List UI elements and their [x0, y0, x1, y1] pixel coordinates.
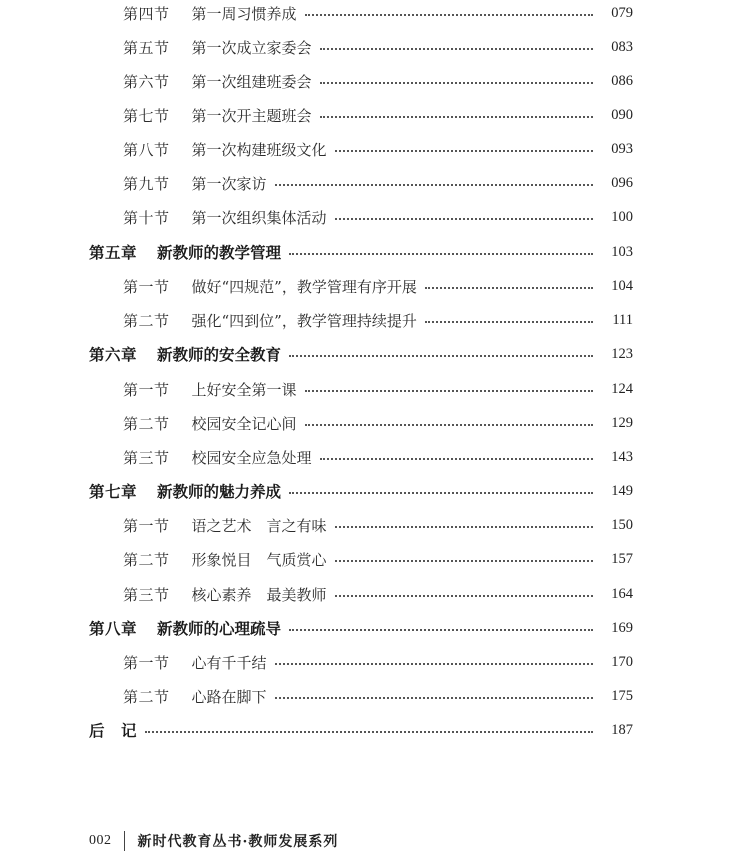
page-number: 100	[611, 208, 633, 225]
page-number: 096	[611, 174, 633, 191]
section-number: 第五节	[123, 38, 170, 57]
toc-row-chapter[interactable]	[0, 479, 750, 503]
chapter-title: 新教师的魅力养成	[157, 482, 282, 501]
toc-row[interactable]	[0, 650, 750, 674]
toc-entry	[89, 240, 599, 264]
dot-leader	[320, 47, 593, 50]
toc-entry	[123, 411, 599, 435]
page-number: 164	[611, 585, 633, 602]
section-number: 第三节	[123, 448, 170, 467]
toc-row[interactable]	[0, 205, 750, 229]
toc-entry	[123, 171, 599, 195]
dot-leader	[320, 457, 593, 460]
toc-entry	[123, 445, 599, 469]
chapter-title: 新教师的安全教育	[157, 345, 282, 364]
toc-entry	[123, 308, 599, 332]
section-number: 第七节	[123, 106, 170, 125]
section-number: 第六节	[123, 72, 170, 91]
section-number: 第九节	[123, 174, 170, 193]
toc-entry	[89, 342, 599, 366]
toc-row-chapter[interactable]	[0, 342, 750, 366]
section-title: 核心素养 最美教师	[191, 585, 327, 604]
dot-leader	[289, 354, 593, 357]
section-title: 第一次家访	[191, 174, 267, 193]
toc-entry	[123, 274, 599, 298]
toc-row[interactable]	[0, 445, 750, 469]
toc-entry	[123, 1, 599, 25]
section-number: 第八节	[123, 140, 170, 159]
section-title: 校园安全记心间	[191, 414, 297, 433]
dot-leader	[305, 423, 593, 426]
section-title: 强化“四到位”，教学管理持续提升	[191, 311, 417, 330]
dot-leader	[289, 628, 593, 631]
section-number: 第一节	[123, 277, 170, 296]
section-title: 语之艺术 言之有味	[191, 516, 327, 535]
page-number: 111	[612, 311, 633, 328]
toc-row[interactable]	[0, 513, 750, 537]
page-number: 079	[611, 4, 633, 21]
toc-row[interactable]	[0, 137, 750, 161]
chapter-number: 第八章	[89, 619, 138, 638]
page-number: 090	[611, 106, 633, 123]
toc-entry	[89, 479, 599, 503]
section-number: 第二节	[123, 550, 170, 569]
toc-entry	[123, 547, 599, 571]
section-number: 第四节	[123, 4, 170, 23]
section-number: 第一节	[123, 516, 170, 535]
section-title: 校园安全应急处理	[191, 448, 312, 467]
section-number: 第二节	[123, 414, 170, 433]
dot-leader	[335, 525, 593, 528]
page-number: 157	[611, 550, 633, 567]
dot-leader	[425, 320, 593, 323]
page-number: 187	[611, 721, 633, 738]
section-number: 第三节	[123, 585, 170, 604]
toc-row[interactable]	[0, 274, 750, 298]
page-number: 175	[611, 687, 633, 704]
toc-entry	[123, 650, 599, 674]
page-number: 083	[611, 38, 633, 55]
section-title: 上好安全第一课	[191, 380, 297, 399]
postscript-label: 后 记	[89, 721, 138, 740]
toc-row[interactable]	[0, 103, 750, 127]
toc-row[interactable]	[0, 582, 750, 606]
page-number: 169	[611, 619, 633, 636]
dot-leader	[425, 286, 593, 289]
toc-row[interactable]	[0, 171, 750, 195]
section-title: 第一次构建班级文化	[191, 140, 327, 159]
toc-row[interactable]	[0, 308, 750, 332]
page-number: 143	[611, 448, 633, 465]
section-number: 第一节	[123, 653, 170, 672]
chapter-number: 第五章	[89, 243, 138, 262]
section-title: 做好“四规范”，教学管理有序开展	[191, 277, 417, 296]
chapter-number: 第六章	[89, 345, 138, 364]
series-title: 新时代教育丛书·教师发展系列	[137, 834, 339, 850]
page-number: 123	[611, 345, 633, 362]
dot-leader	[145, 730, 593, 733]
dot-leader	[320, 115, 593, 118]
dot-leader	[335, 594, 593, 597]
toc-row-chapter[interactable]	[0, 240, 750, 264]
toc-row[interactable]	[0, 377, 750, 401]
section-title: 心有千千结	[191, 653, 267, 672]
folio-page-number: 002	[89, 833, 112, 848]
dot-leader	[275, 696, 593, 699]
section-title: 第一次组织集体活动	[191, 208, 327, 227]
section-number: 第二节	[123, 311, 170, 330]
section-number: 第十节	[123, 208, 170, 227]
section-title: 第一次组建班委会	[191, 72, 312, 91]
dot-leader	[289, 491, 593, 494]
toc-entry	[123, 137, 599, 161]
section-number: 第一节	[123, 380, 170, 399]
section-title: 第一次开主题班会	[191, 106, 312, 125]
dot-leader	[305, 389, 593, 392]
dot-leader	[275, 183, 593, 186]
toc-row[interactable]	[0, 69, 750, 93]
chapter-title: 新教师的教学管理	[157, 243, 282, 262]
chapter-number: 第七章	[89, 482, 138, 501]
dot-leader	[335, 149, 593, 152]
footer-divider	[124, 831, 125, 851]
page-number: 170	[611, 653, 633, 670]
toc-row[interactable]	[0, 684, 750, 708]
toc-row[interactable]	[0, 411, 750, 435]
toc-row[interactable]	[0, 1, 750, 25]
page-number: 086	[611, 72, 633, 89]
dot-leader	[320, 81, 593, 84]
toc-row-chapter[interactable]	[0, 616, 750, 640]
toc-entry	[123, 205, 599, 229]
dot-leader	[335, 217, 593, 220]
page-number: 093	[611, 140, 633, 157]
section-title: 第一次成立家委会	[191, 38, 312, 57]
toc-entry	[123, 684, 599, 708]
toc-entry	[123, 513, 599, 537]
toc-entry	[123, 69, 599, 93]
section-title: 形象悦目 气质赏心	[191, 550, 327, 569]
section-title: 第一周习惯养成	[191, 4, 297, 23]
page-number: 129	[611, 414, 633, 431]
page-number: 149	[611, 482, 633, 499]
toc-row[interactable]	[0, 35, 750, 59]
dot-leader	[305, 13, 593, 16]
dot-leader	[289, 252, 593, 255]
section-number: 第二节	[123, 687, 170, 706]
dot-leader	[275, 662, 593, 665]
toc-entry	[89, 616, 599, 640]
page-number: 104	[611, 277, 633, 294]
page-number: 150	[611, 516, 633, 533]
toc-entry	[123, 103, 599, 127]
chapter-title: 新教师的心理疏导	[157, 619, 282, 638]
page-number: 103	[611, 243, 633, 260]
page-footer	[89, 830, 338, 852]
toc-row-postscript[interactable]	[0, 718, 750, 742]
toc-entry	[123, 582, 599, 606]
toc-entry	[123, 377, 599, 401]
dot-leader	[335, 559, 593, 562]
toc-entry	[123, 35, 599, 59]
toc-row[interactable]	[0, 547, 750, 571]
page-number: 124	[611, 380, 633, 397]
section-title: 心路在脚下	[191, 687, 267, 706]
toc-entry	[89, 718, 599, 742]
